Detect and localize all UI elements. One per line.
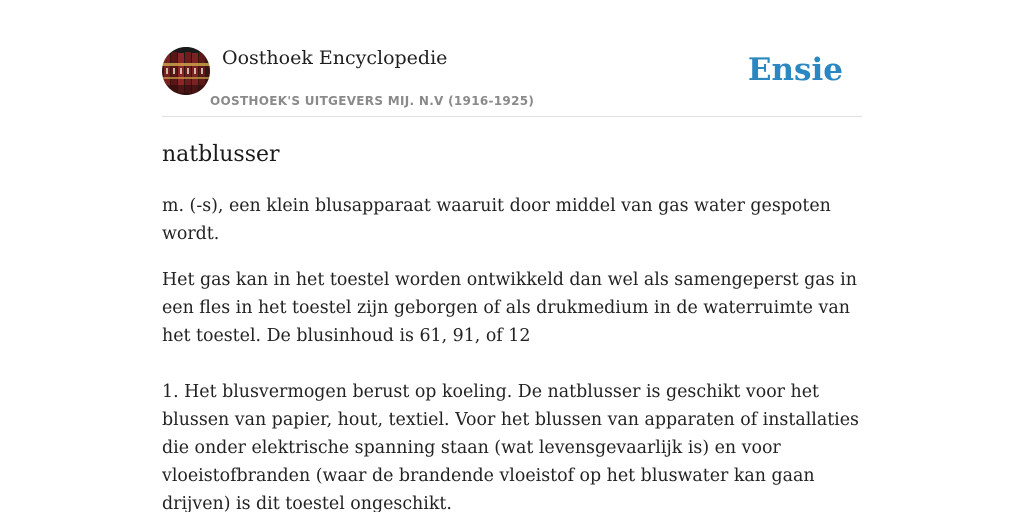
- source-subtitle: OOSTHOEK'S UITGEVERS MIJ. N.V (1916-1925): [210, 94, 535, 108]
- definition-paragraph: m. (-s), een klein blusapparaat waaruit door middel van gas water gespoten wordt.: [162, 196, 831, 244]
- entry-header: [162, 46, 862, 117]
- body-paragraph: 1. Het blusvermogen berust op koeling. De natblusser is geschikt voor het blussen van papier, hout, textiel. Voor het blussen van apparaten of installaties die onder elektrische spanning staan (wat levensgevaarlijk is) en voor vloeistofbranden (waar de brandende vloeistof op het bluswater kan gaan drijven) is dit toestel ongeschikt.: [162, 382, 859, 512]
- entry-body: [162, 192, 862, 512]
- encyclopedia-books-image: [162, 47, 210, 95]
- source-avatar[interactable]: [162, 47, 210, 95]
- entry-term: natblusser: [162, 142, 280, 167]
- ensie-logo-link[interactable]: Ensie: [747, 52, 843, 88]
- body-paragraph: Het gas kan in het toestel worden ontwikkeld dan wel als samengeperst gas in een fles in het toestel zijn geborgen of als drukmedium in de waterruimte van het toestel. De blusinhoud is 61, 91, of 12: [162, 270, 857, 346]
- source-title[interactable]: Oosthoek Encyclopedie: [222, 47, 448, 69]
